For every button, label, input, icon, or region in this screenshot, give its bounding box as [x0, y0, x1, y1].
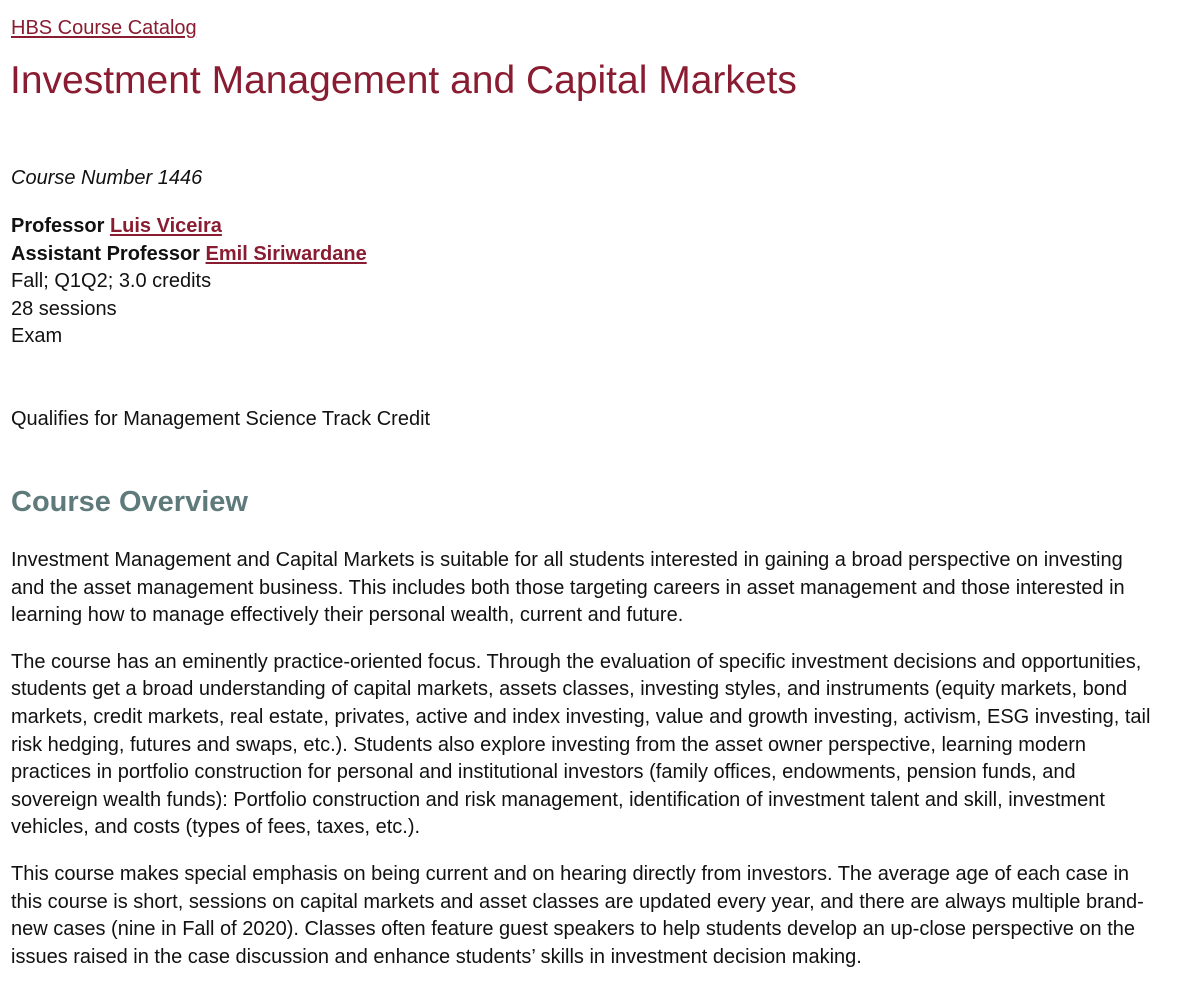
overview-paragraph: Investment Management and Capital Markets is suitable for all students interested in gaining a broad perspective on investing and the asset management business. This includes both those targeting careers in asset management and those interested in learning how to manage effectively their personal wealth, current and future. — [11, 549, 1125, 627]
instructor-role: Professor — [11, 215, 105, 237]
overview-paragraph: This course makes special emphasis on being current and on hearing directly from investors. The average age of each case in this course is short, sessions on capital markets and asset classes are updated every year, and there are always multiple brand-new cases (nine in Fall of 2020). Classes often feature guest speakers to help students develop an up-close perspective on the issues raised in the case discussion and enhance students’ skills in investment decision making. — [11, 862, 1144, 968]
course-overview-heading: Course Overview — [11, 486, 248, 518]
track-credit-note: Qualifies for Management Science Track Credit — [11, 408, 431, 430]
catalog-breadcrumb-link[interactable]: HBS Course Catalog — [11, 17, 197, 39]
instructor-line-assistant-professor — [11, 241, 367, 269]
instructor-role: Assistant Professor — [11, 242, 200, 265]
assessment-type: Exam — [11, 325, 63, 347]
instructor-line-professor — [11, 213, 367, 241]
instructor-link-emil-siriwardane[interactable]: Emil Siriwardane — [205, 242, 367, 265]
term-credits: Fall; Q1Q2; 3.0 credits — [11, 270, 212, 292]
overview-paragraph: The course has an eminently practice-oriented focus. Through the evaluation of specific investment decisions and opportunities, students get a broad understanding of capital markets, assets classes, investing styles, and instruments (equity markets, bond markets, credit markets, real estate, privates, active and index investing, value and growth investing, activism, ESG investing, tail risk hedging, futures and swaps, etc.). Students also explore investing from the asset owner perspective, learning modern practices in portfolio construction for personal and institutional investors (family offices, endowments, pension funds, and sovereign wealth funds): Portfolio construction and risk management, identification of investment talent and skill, investment vehicles, and costs (types of fees, taxes, etc.). — [11, 650, 1151, 839]
course-overview-body — [11, 547, 1161, 990]
course-title: Investment Management and Capital Markets — [10, 59, 797, 102]
course-details — [11, 213, 367, 351]
instructor-link-luis-viceira[interactable]: Luis Viceira — [109, 215, 222, 237]
course-number: Course Number 1446 — [11, 167, 203, 189]
session-count: 28 sessions — [11, 297, 117, 320]
